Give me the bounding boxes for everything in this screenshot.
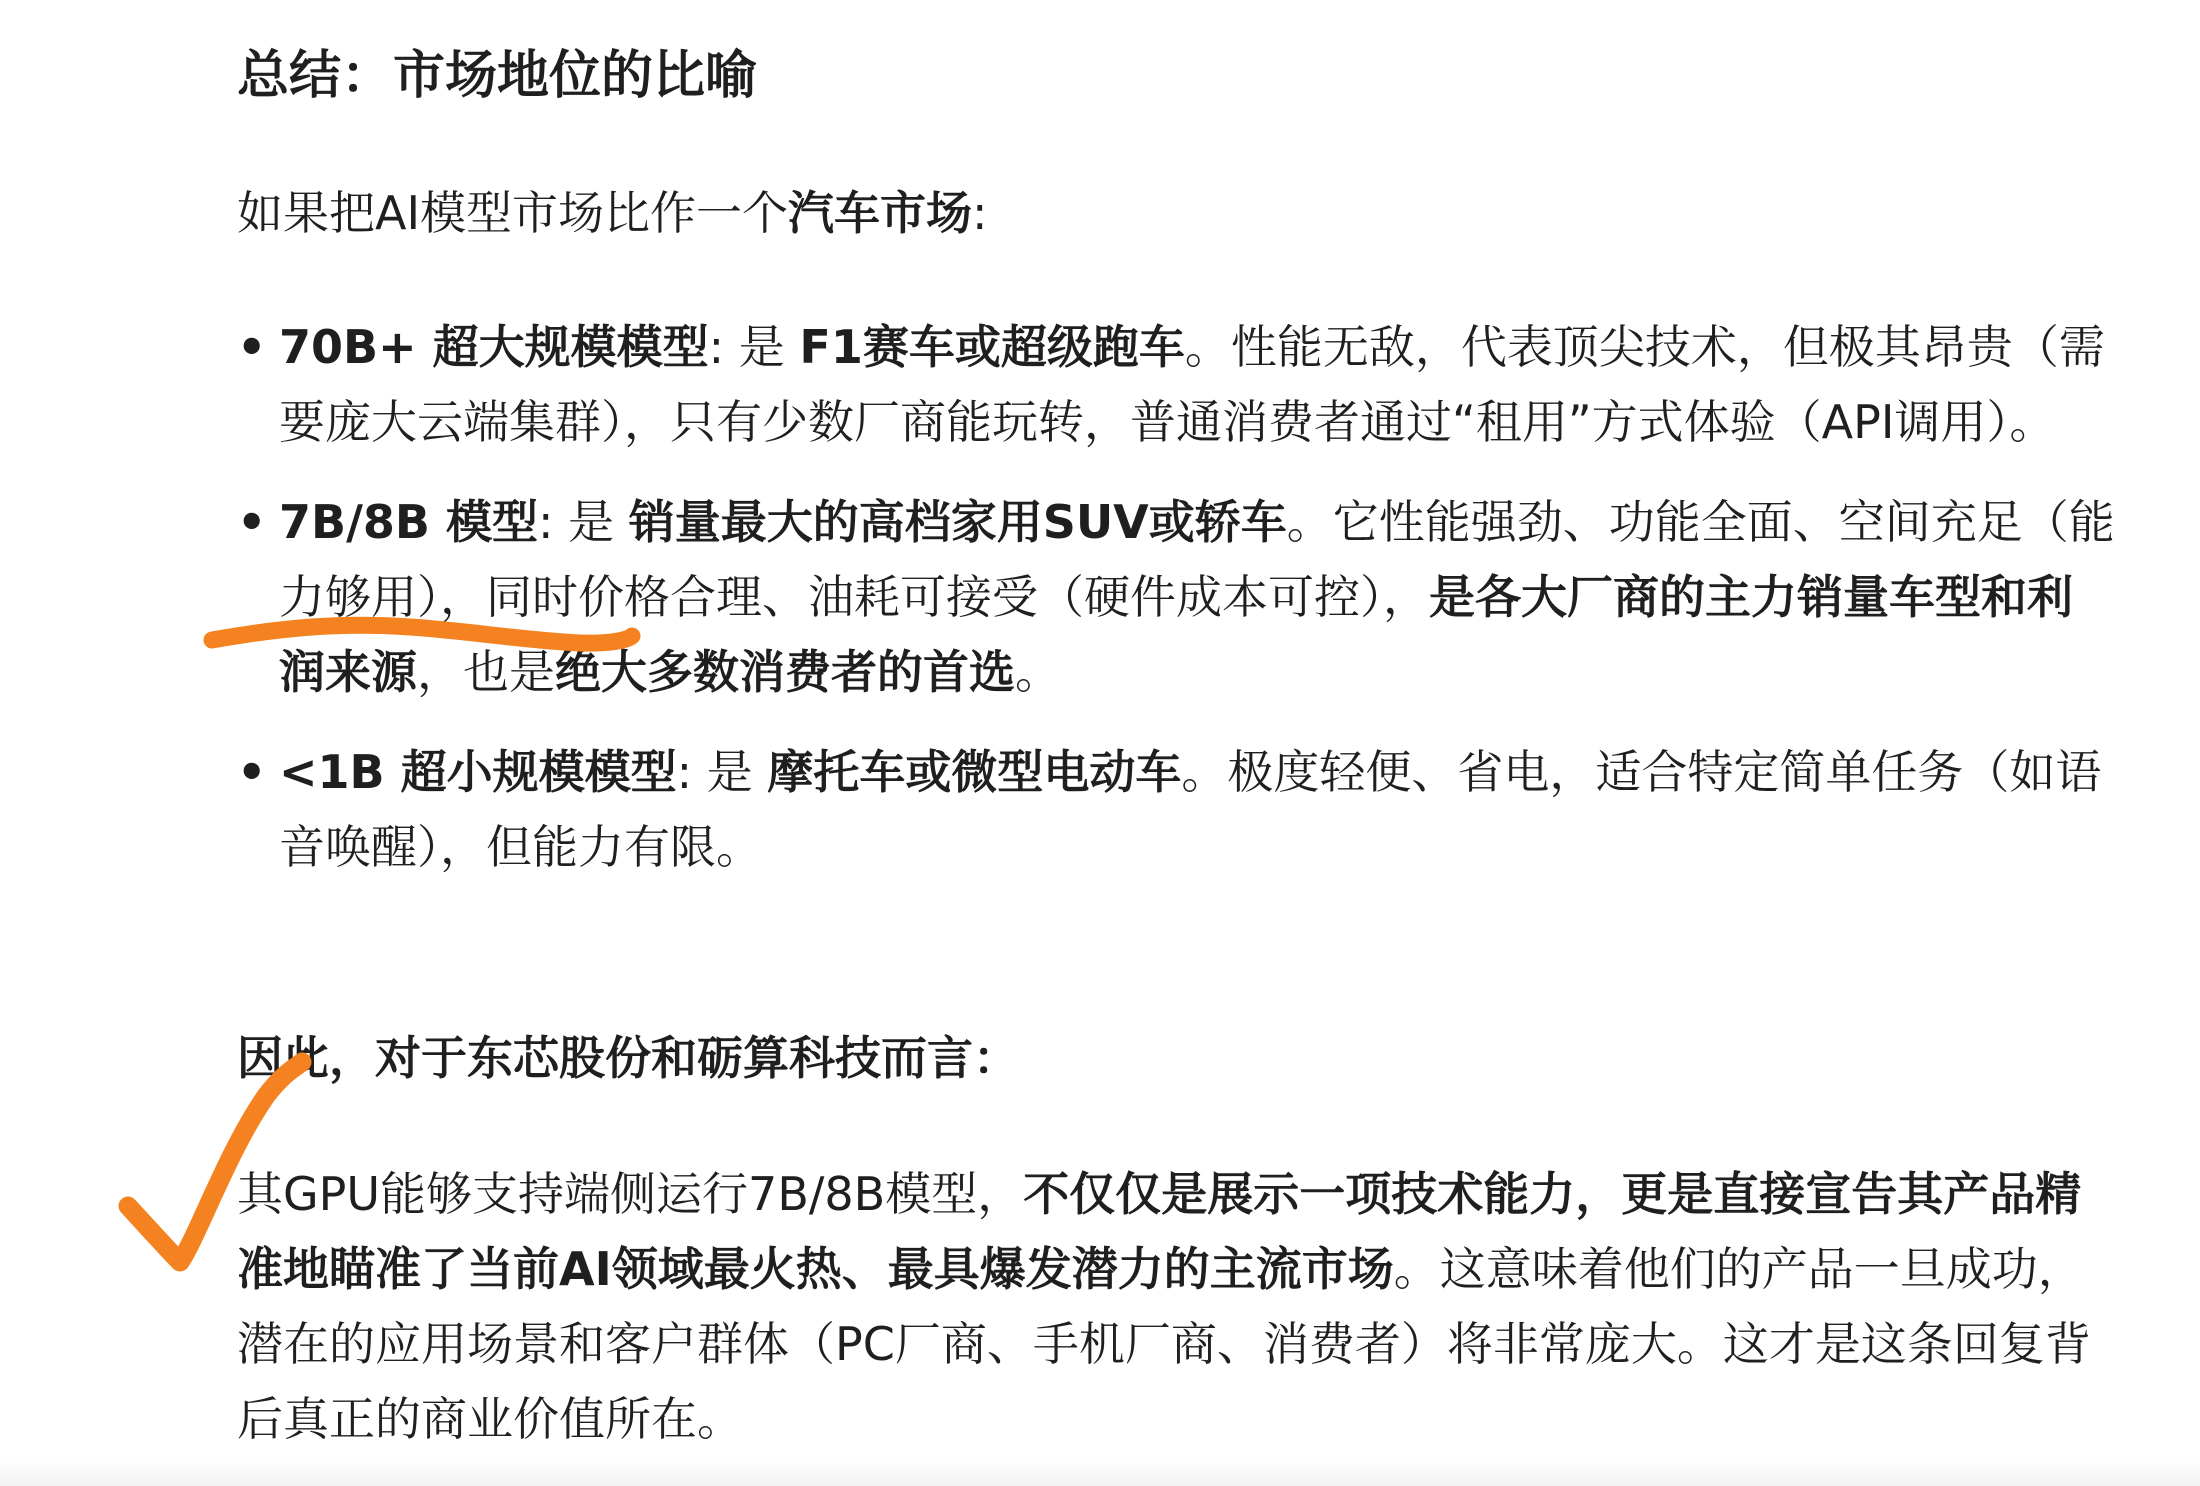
bullet-highlight: 销量最大的高档家用SUV或轿车	[628, 495, 1287, 549]
bottom-edge	[0, 1460, 2200, 1486]
bullet-bold-3: 绝大多数消费者的首选	[555, 645, 1015, 699]
bullet-colon: : 是	[676, 745, 768, 799]
model-size-list	[237, 310, 2117, 910]
final-suffix: 。这意味着他们的产品一旦成功，潜在的应用场景和客户群体（PC厂商、手机厂商、消费者）将非常庞大。这才是这条回复背后真正的商业价值所在。	[237, 1242, 2091, 1446]
intro-suffix: :	[972, 186, 988, 240]
list-item-70b	[237, 310, 2117, 460]
conclusion-heading: 因此，对于东芯股份和砺算科技而言：	[237, 1031, 1019, 1085]
bullet-text-2: ，也是	[417, 645, 555, 699]
bullet-title: 7B/8B 模型	[279, 495, 538, 549]
bullet-bold-2: 是各大厂商的主力销量车型和利润来源	[279, 570, 2073, 699]
list-item-1b	[237, 735, 2117, 885]
bullet-colon: : 是	[537, 495, 629, 549]
intro-prefix: 如果把AI模型市场比作一个	[237, 186, 789, 240]
list-item-7b-8b	[237, 485, 2117, 710]
bullet-text: 。它性能强劲、功能全面、空间充足（能力够用），同时价格合理、油耗可接受（硬件成本可控），	[279, 495, 2115, 624]
bullet-dot: •	[237, 320, 267, 374]
bullet-text: 。性能无敌，代表顶尖技术，但极其昂贵（需要庞大云端集群），只有少数厂商能玩转，普通消费者通过“租用”方式体验（API调用）。	[279, 320, 2105, 449]
bullet-dot: •	[237, 745, 267, 799]
bullet-dot: •	[237, 495, 267, 549]
intro-paragraph	[237, 176, 988, 251]
bullet-title: <1B 超小规模模型	[279, 745, 677, 799]
bullet-colon: : 是	[708, 320, 800, 374]
bullet-text: 。极度轻便、省电，适合特定简单任务（如语音唤醒），但能力有限。	[279, 745, 2102, 874]
final-prefix: 其GPU能够支持端侧运行7B/8B模型，	[237, 1167, 1024, 1221]
bullet-highlight: F1赛车或超级跑车	[799, 320, 1185, 374]
bullet-highlight: 摩托车或微型电动车	[767, 745, 1182, 799]
bullet-text-3: 。	[1015, 645, 1061, 699]
intro-bold: 汽车市场	[788, 186, 973, 240]
conclusion-paragraph	[237, 1157, 2117, 1457]
final-bold: 不仅仅是展示一项技术能力，更是直接宣告其产品精准地瞄准了当前AI领域最火热、最具爆发潜力的主流市场	[237, 1167, 2082, 1296]
summary-heading: 总结：市场地位的比喻	[237, 46, 758, 106]
bullet-title: 70B+ 超大规模模型	[279, 320, 709, 374]
